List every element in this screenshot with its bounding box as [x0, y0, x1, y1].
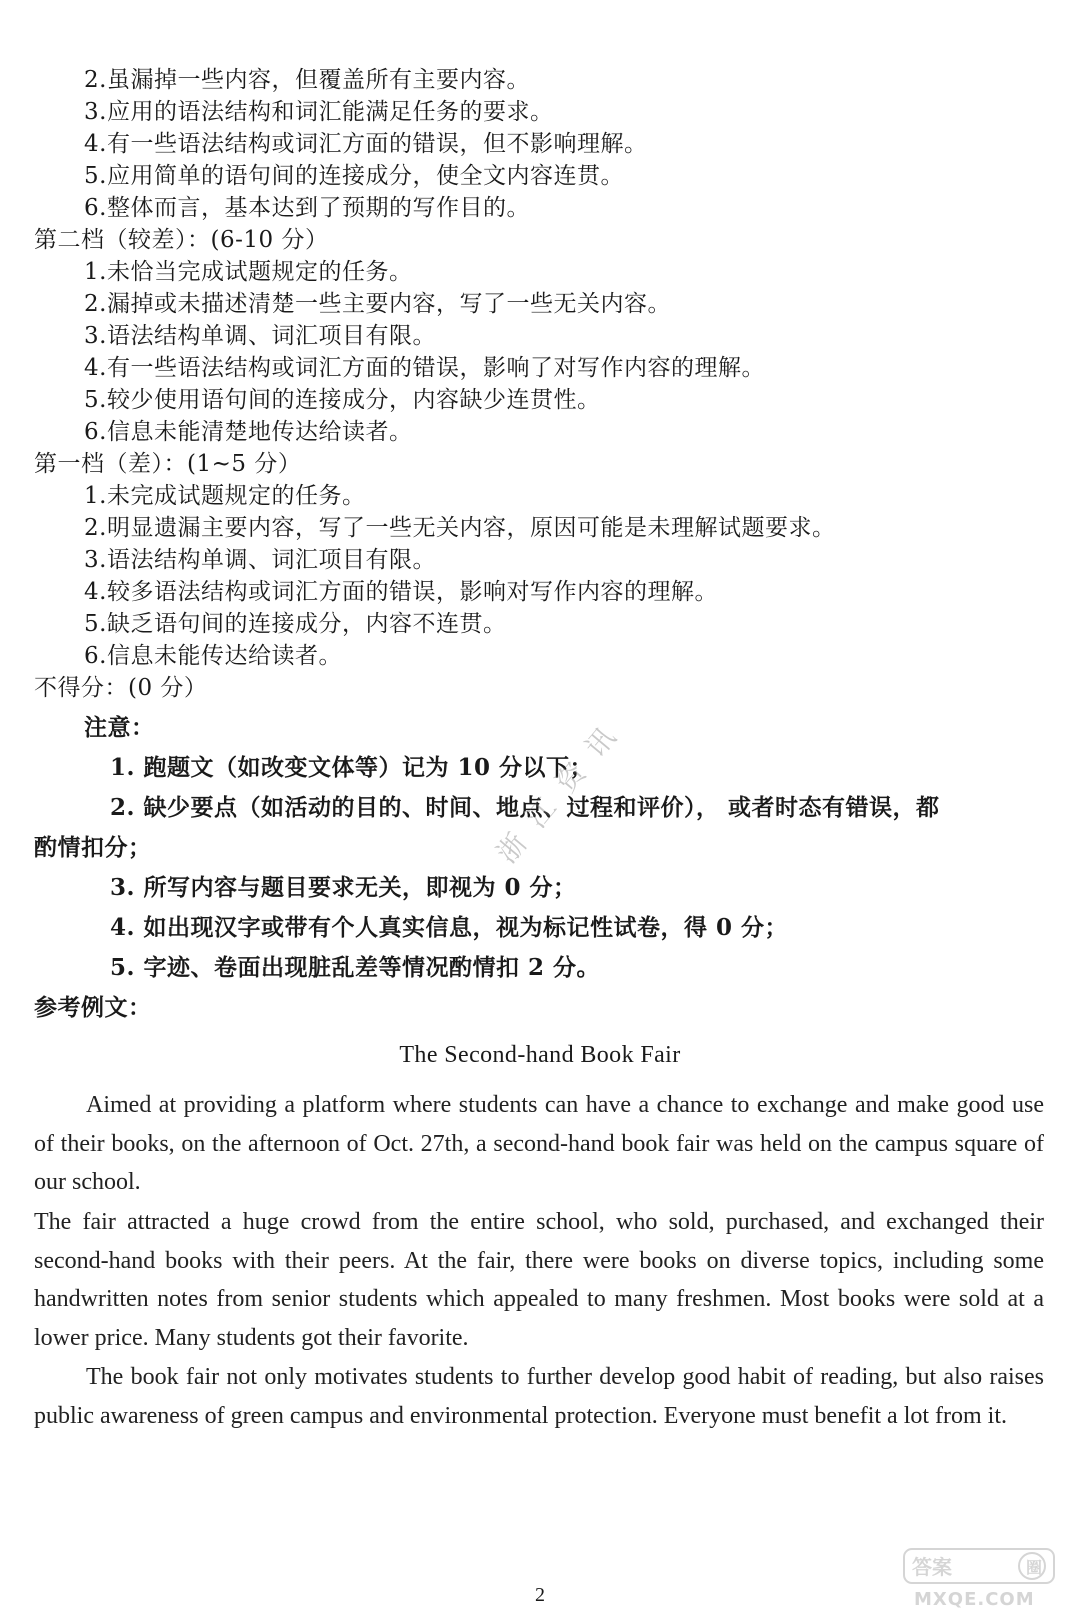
criteria-item: 3.语法结构单调、词汇项目有限。	[84, 323, 436, 349]
zero-score-heading: 不得分：(0 分）	[34, 675, 208, 701]
watermark	[470, 690, 730, 890]
tier2-heading: 第二档（较差）：(6-10 分）	[34, 227, 329, 253]
criteria-item: 6.整体而言，基本达到了预期的写作目的。	[84, 195, 530, 221]
notes-heading: 注意：	[84, 714, 155, 741]
svg-text:圈: 圈	[1026, 1558, 1043, 1577]
criteria-item: 5.较少使用语句间的连接成分，内容缺少连贯性。	[84, 387, 601, 413]
criteria-item: 4.有一些语法结构或词汇方面的错误，但不影响理解。	[84, 131, 648, 157]
note-item: 2. 缺少要点（如活动的目的、时间、地点、过程和评价）， 或者时态有错误，都	[110, 794, 940, 821]
criteria-item: 1.未完成试题规定的任务。	[84, 483, 366, 509]
note-item: 4. 如出现汉字或带有个人真实信息，视为标记性试卷，得 0 分；	[110, 914, 789, 941]
note-item: 5. 字迹、卷面出现脏乱差等情况酌情扣 2 分。	[110, 954, 601, 981]
tier1-heading: 第一档（差）：(1~5 分）	[34, 451, 302, 477]
note-item: 1. 跑题文（如改变文体等）记为 10 分以下；	[110, 754, 594, 781]
note-item: 3. 所写内容与题目要求无关，即视为 0 分；	[110, 874, 577, 901]
svg-text:答案: 答案	[912, 1555, 952, 1579]
criteria-item: 4.较多语法结构或词汇方面的错误，影响对写作内容的理解。	[84, 579, 718, 605]
essay-paragraph-1: Aimed at providing a platform where students can have a chance to exchange and make good use of their books, on the afternoon of Oct. 27th, a second-hand book fair was held on the campus square of our school.	[34, 1092, 1044, 1196]
criteria-item: 2.虽漏掉一些内容，但覆盖所有主要内容。	[84, 67, 530, 93]
criteria-item: 2.明显遗漏主要内容，写了一些无关内容，原因可能是未理解试题要求。	[84, 515, 836, 541]
criteria-item: 5.应用简单的语句间的连接成分，使全文内容连贯。	[84, 163, 624, 189]
criteria-item: 6.信息未能传达给读者。	[84, 643, 342, 669]
criteria-item: 6.信息未能清楚地传达给读者。	[84, 419, 413, 445]
page-number: 2	[535, 1584, 545, 1606]
note-item-continued: 酌情扣分；	[34, 834, 152, 861]
criteria-item: 4.有一些语法结构或词汇方面的错误，影响了对写作内容的理解。	[84, 355, 765, 381]
site-logo	[900, 1543, 1060, 1613]
svg-text:MXQE.COM: MXQE.COM	[914, 1589, 1035, 1610]
watermark-text: 浙江资讯	[490, 707, 634, 870]
essay-paragraph-2: The fair attracted a huge crowd from the entire school, who sold, purchased, and exchanged their second-hand books with their peers. At the fair, there were books on diverse topics, including some handwritten notes from senior students which appealed to many freshmen. Most books were sold at a lower price. Many students got their favorite.	[34, 1209, 1044, 1351]
criteria-item: 1.未恰当完成试题规定的任务。	[84, 259, 413, 285]
reference-heading: 参考例文：	[34, 994, 152, 1021]
essay-paragraph-3: The book fair not only motivates students to further develop good habit of reading, but also raises public awareness of green campus and environmental protection. Everyone must benefit a lot from it.	[34, 1364, 1044, 1429]
criteria-item: 2.漏掉或未描述清楚一些主要内容，写了一些无关内容。	[84, 291, 671, 317]
criteria-item: 5.缺乏语句间的连接成分，内容不连贯。	[84, 611, 507, 637]
criteria-item: 3.语法结构单调、词汇项目有限。	[84, 547, 436, 573]
essay-title: The Second-hand Book Fair	[399, 1042, 681, 1068]
criteria-item: 3.应用的语法结构和词汇能满足任务的要求。	[84, 99, 554, 125]
